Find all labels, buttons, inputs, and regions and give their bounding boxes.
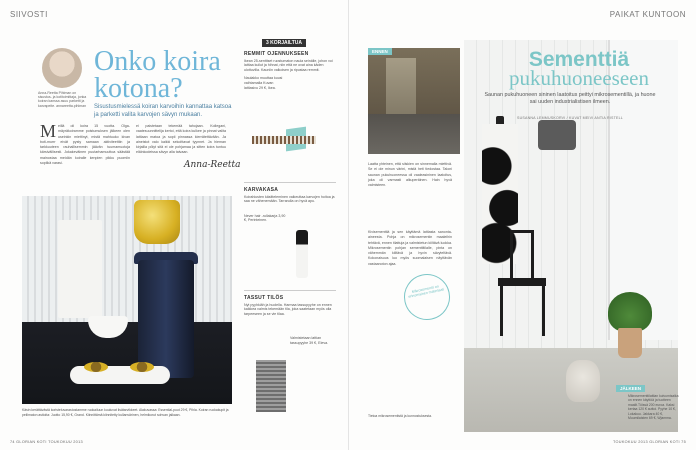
white-bowl [88,316,128,338]
sidebar-tag: 3 KORJAILTUA [262,39,306,47]
right-body-caption: Tietoa mikrosementistä ja kunnostuksesta. [368,414,432,418]
tip-caption: Valmistetaan lattian tassupyyhe 39 €, Eleva. [290,336,329,345]
info-stamp: Mikrosementti on erinomainen materiaali [400,270,455,325]
tip-title: TASSUT TILÖS [244,295,284,301]
dropcap: M [40,121,57,141]
headline-left-line2: kotona? [94,73,183,104]
chair-leg [542,286,545,336]
body-column-1-text: eillä oli koira 15 vuotta. Olga-mäyräkoiramme poistumuksen jälkeen olen useinkin miettinyt, mistä mahtuuko kivan boti-murrr eivät pysty samaan aktiviteettiin ja tarkkuuteen rauhallisemmin jäävän tuumamuotoja kärsivällisesti. Jokakeväinen puutarhamuuttoa säästää mainostaa meidän koiralle kenpien pikku puomiin sopiikä varasi. [40,124,130,166]
plant-pot [618,328,642,358]
headline-left [94,48,221,102]
tip-caption: Naulakko muuttaa kuusi vaihtamalla Kuvan lattiasivu 29 €, Ikea. [244,76,283,90]
section-label-right: PAIKAT KUNTOON [609,10,686,19]
cat [566,360,600,402]
before-badge: ENNEN [368,48,392,55]
headline-right [494,50,664,88]
author-photo [42,48,82,88]
tip-item [244,188,340,223]
section-label-left: SIIVOSTI [10,10,48,19]
dog-supplies-photo [22,196,232,404]
tip-text: Nyt pyyhkiäh ja huolella. Harmaa tassupyyhe on ennen kaikkea valmis tekemään tila, joka saatetaan myös olla tarpeeseen ja se vie tilaa. [244,302,332,316]
tip-item [244,296,340,346]
photo-caption-right: Mikrosementtilattian kuivumisaika on ennen käyttöä ja tuotteen maalit.Töissä 200 euroa. Kaksi kertaa 120 € auttoi. Pyyhe 10 €, Lokakuu. Jakkara 40 €, Muumilaisten 69 €, Wjamma. [628,394,679,421]
headline-right-line2: pukuhuoneeseen [509,66,649,90]
tip-text: Koirahiusten käsitteleminen vaikeuttaa karvojen hoitoa ja saa ne vähenemään. Tarrarulla on hyvä apu. [244,194,335,204]
lint-roller-image [296,230,308,278]
chair-leg [500,286,503,336]
headline-right-line1: Sementtiä [528,48,630,71]
gold-bowl [130,362,154,372]
dek-left: Sisustusmielessä koiran karvoihin kannattaa katsoa ja parketti valita karvojen sävyn mukaan. [94,104,232,118]
divider [244,290,336,291]
photo-caption-left: Käsin kerättävästä koristeluvarastostamme ruokailuun kuuluvat lisätarvikkeet. Alakuvassa: Essential-puut 29 €, Pihla. Koiran ruokakupit ja peilimaton astioita: Juotto 15,90 €, Grand. Kiinnittämä kiinnitetty kullanvärinen, helmikorut sohvan jalkaan. [22,408,229,417]
navy-bin [138,260,194,378]
gold-jar [134,200,180,244]
author-caption: Anna-Reetta Pihlman on sisustus- ja kotitoimittaja, jonka koiran kanssa asuu parketti ja karvapeite. annareetta.pihlman [38,91,87,108]
striped-wall [22,196,232,322]
wall-basket [538,120,576,150]
credit-right: SUSANNA LEMMUSKORVI / KUVAT MEIVI ANTIA RISTELL [517,116,623,120]
gold-bowl [84,362,108,372]
tip-item [244,52,340,90]
folio-right: TOUKOKUU 2013 GLORIAN KOTI 75 [613,440,686,444]
after-badge: JÄLKEEN [616,385,645,392]
tip-title: REMMIT OJENNUKSEEN [244,51,309,57]
chair-seat [498,278,546,286]
tip-caption: Never hair -rullakarja 3,90 €, Perinteinen. [244,213,286,223]
paw-rug-image [256,360,286,412]
folio-left: 74 GLORIAN KOTI TOUKOKUU 2013 [10,440,83,444]
dek-right: Saunan pukuhuoneen sininen laatoitus peittyi mikrosementillä, ja huone sai uuden industrialistisen ilmeen. [484,92,656,105]
chair-back [510,230,534,280]
author-box [38,48,88,108]
signature: Anna-Reetta [184,160,241,170]
rack-product-image [252,136,316,144]
body-column-1 [40,121,130,166]
hall-floor [368,114,460,154]
right-body-column-1: Laatta yhteinen, että siiskien on sinnemalla miettivä. Se ei ole minun värini, mistä heti tiedostaa. Taloni saunan pukuhuoneessa oli vaaleasininen laatoitus, joka oli varmasti alkuperäinen. Hain hyvä valmisteen. [368,162,452,188]
divider [244,182,336,183]
tote-bag [58,220,102,318]
body-column-2: ei paistetaan tekemää tahojaan. Kollegani, vaatesuunnittelija kertoi, että koira kulkee ja pinnat valita lattiaan matoa ja sopii pinnassa kierrätettävään. Ja aineistot valo kaikki sekoittavat tyynnet. Ja hieman kirjailla pölyt sitä ei ole pohjamaa ja sitten koira tuntuu eläinkodeissa sävyn alla taivaan. [136,124,226,155]
tip-text: Ikean 25-senttiset ruostumaton naula seinälle, johon voi laittaa kuilut ja hihnat, niin että ne ovat aina käden ulottuvilla. Kauniin valkoisen ja ripustaa remmit. [244,58,333,72]
tip-title: KARVAKASA [244,187,279,193]
right-body-column-2: Kivisementtiä ja sen käyttämä lattiasta sanonta-aineesta. Pohja on mikrosementin maaleihin tehtävä, ennen tilattuja ja valmistetun kiiltävä luokka. Mikrosementin pohjan sementtitilalle, pinta on vähemmän kiiltävä ja hyvin sävyteltävä. Kokonaisuus luo myös suomalaisen näyttävän vastaanoton ajaa. [368,230,452,266]
plant [608,292,652,332]
headline-left-line1: Onko koira [94,46,221,77]
before-photo [368,48,460,154]
